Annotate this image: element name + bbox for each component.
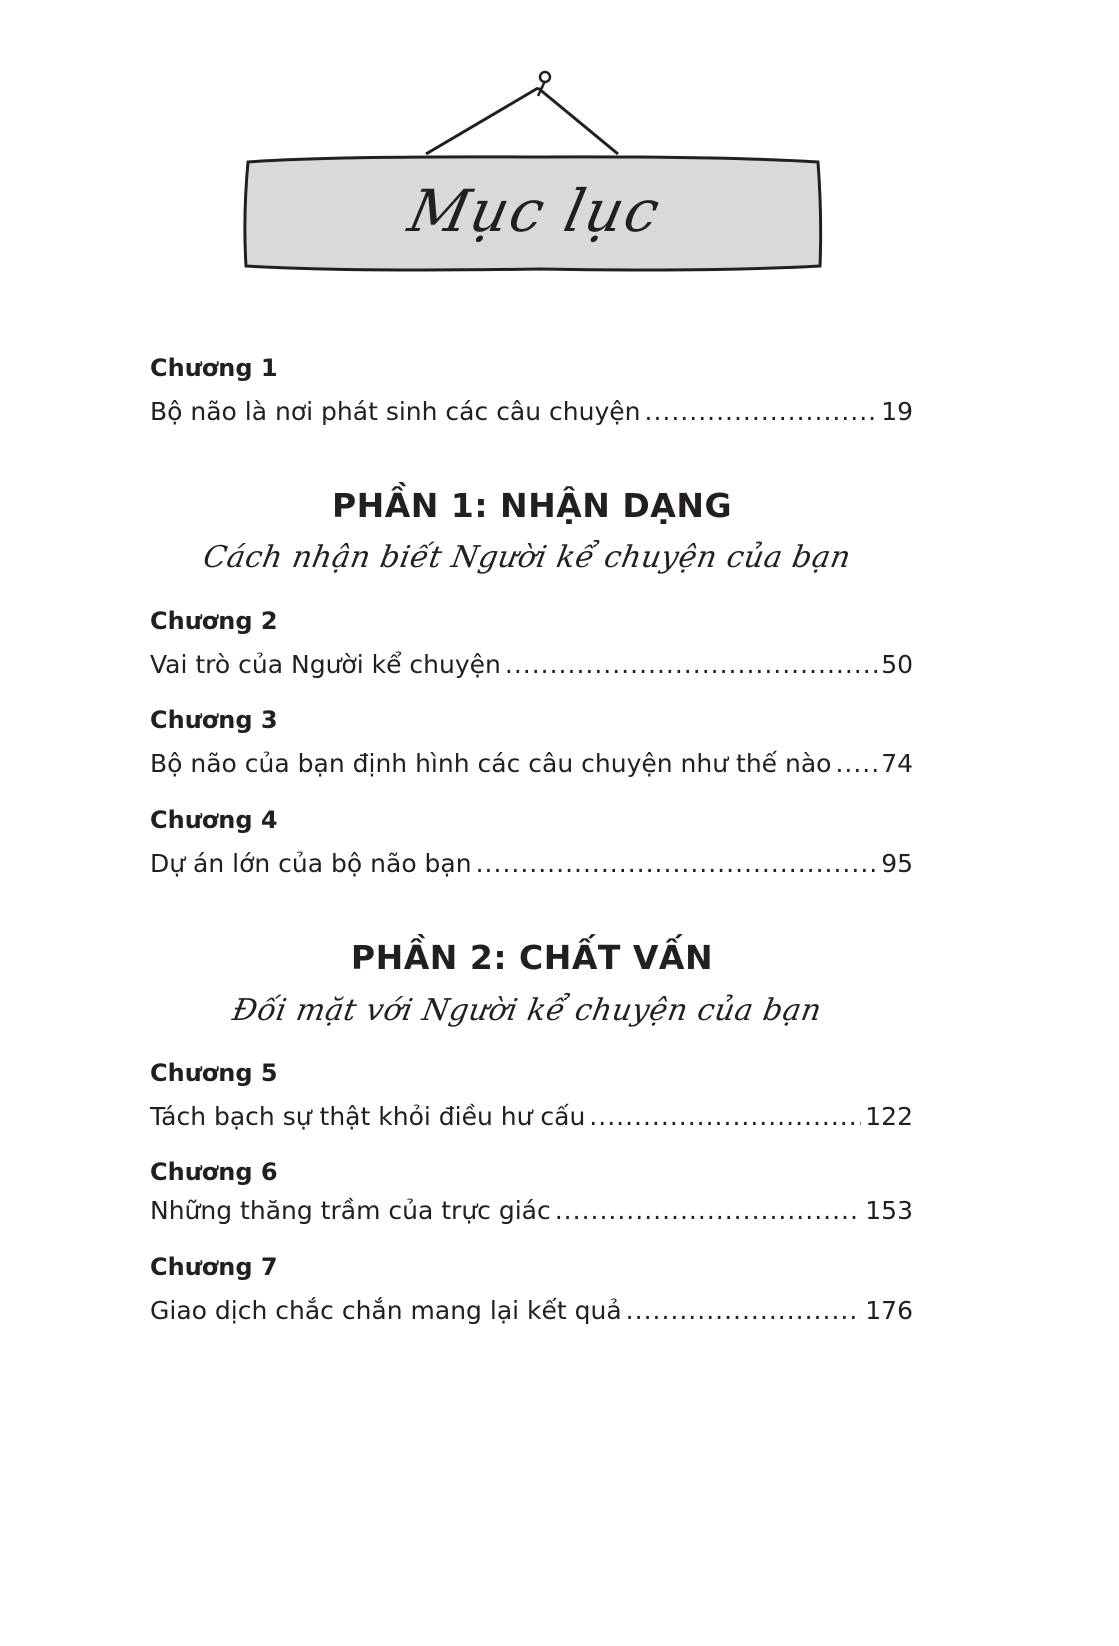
toc-entry xyxy=(150,396,913,428)
part-subtitle: Cách nhận biết Người kể chuyện của bạn xyxy=(200,540,854,575)
toc-entry xyxy=(150,748,913,780)
hanging-sign xyxy=(240,66,830,286)
entry-page-number: 74 xyxy=(881,749,913,778)
part-title: PHẦN 1: NHẬN DẠNG xyxy=(331,486,733,525)
page-title: Mục lục xyxy=(402,177,668,245)
part-subtitle: Đối mặt với Người kể chuyện của bạn xyxy=(229,993,825,1028)
toc-entry xyxy=(150,1195,913,1227)
toc-entry xyxy=(150,848,913,880)
entry-page-number: 50 xyxy=(881,650,913,679)
entry-page-number: 153 xyxy=(865,1196,913,1225)
dot-leader xyxy=(476,848,878,880)
dot-leader xyxy=(645,396,878,428)
chapter-label: Chương 6 xyxy=(150,1158,278,1186)
entry-page-number: 122 xyxy=(865,1102,913,1131)
dot-leader xyxy=(626,1295,862,1327)
entry-title: Giao dịch chắc chắn mang lại kết quả xyxy=(150,1296,622,1325)
entry-title: Dự án lớn của bộ não bạn xyxy=(150,849,472,878)
entry-page-number: 95 xyxy=(881,849,913,878)
entry-page-number: 176 xyxy=(865,1296,913,1325)
chapter-label: Chương 3 xyxy=(150,706,278,734)
dot-leader xyxy=(835,748,877,780)
part-title: PHẦN 2: CHẤT VẤN xyxy=(350,938,714,977)
entry-title: Bộ não là nơi phát sinh các câu chuyện xyxy=(150,397,641,426)
dot-leader xyxy=(505,649,877,681)
entry-title: Những thăng trầm của trực giác xyxy=(150,1196,551,1225)
toc-entry xyxy=(150,1295,913,1327)
chapter-label: Chương 4 xyxy=(150,806,278,834)
dot-leader xyxy=(589,1101,861,1133)
toc-entry xyxy=(150,1101,913,1133)
entry-title: Tách bạch sự thật khỏi điều hư cấu xyxy=(150,1102,586,1131)
entry-title: Bộ não của bạn định hình các câu chuyện như thế nào xyxy=(150,749,832,778)
chapter-label: Chương 5 xyxy=(150,1059,278,1087)
chapter-label: Chương 2 xyxy=(150,607,278,635)
toc-entry xyxy=(150,649,913,681)
entry-title: Vai trò của Người kể chuyện xyxy=(150,650,501,679)
chapter-label: Chương 7 xyxy=(150,1253,278,1281)
entry-page-number: 19 xyxy=(881,397,913,426)
dot-leader xyxy=(555,1195,862,1227)
chapter-label: Chương 1 xyxy=(150,354,278,382)
